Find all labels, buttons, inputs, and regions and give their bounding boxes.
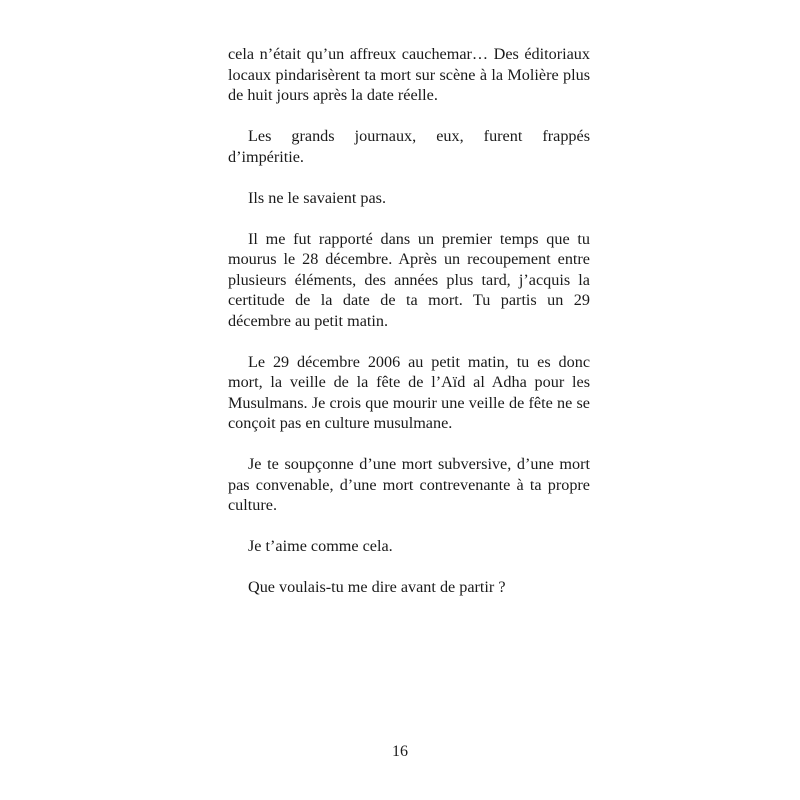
paragraph: Que voulais-tu me dire avant de partir ? [248,578,506,596]
paragraph: Le 29 décembre 2006 au petit matin, tu es donc mort, la veille de la fête de l’Aïd al Adha pour les Musulmans. Je crois que mourir une veille de fête ne se conçoit pas en culture musulmane. [228,352,590,432]
paragraph: Il me fut rapporté dans un premier temps que tu mourus le 28 décembre. Après un recoupement entre plusieurs éléments, des années plus tard, j’acquis la certitude de la date de ta mort. Tu partis un 29 décembre au petit matin. [228,229,590,330]
paragraph: cela n’était qu’un affreux cauchemar… Des éditoriaux locaux pindarisèrent ta mort sur scène à la Molière plus de huit jours après la date réelle. [228,45,590,104]
body-text [228,44,590,618]
paragraph: Je te soupçonne d’une mort subversive, d’une mort pas convenable, d’une mort contrevenante à ta propre culture. [228,455,590,514]
paragraph: Ils ne le savaient pas. [248,188,386,207]
page-number: 16 [392,743,408,760]
paragraph: Je t’aime comme cela. [248,537,393,555]
paragraph: Les grands journaux, eux, furent frappés d’impéritie. [228,127,590,166]
